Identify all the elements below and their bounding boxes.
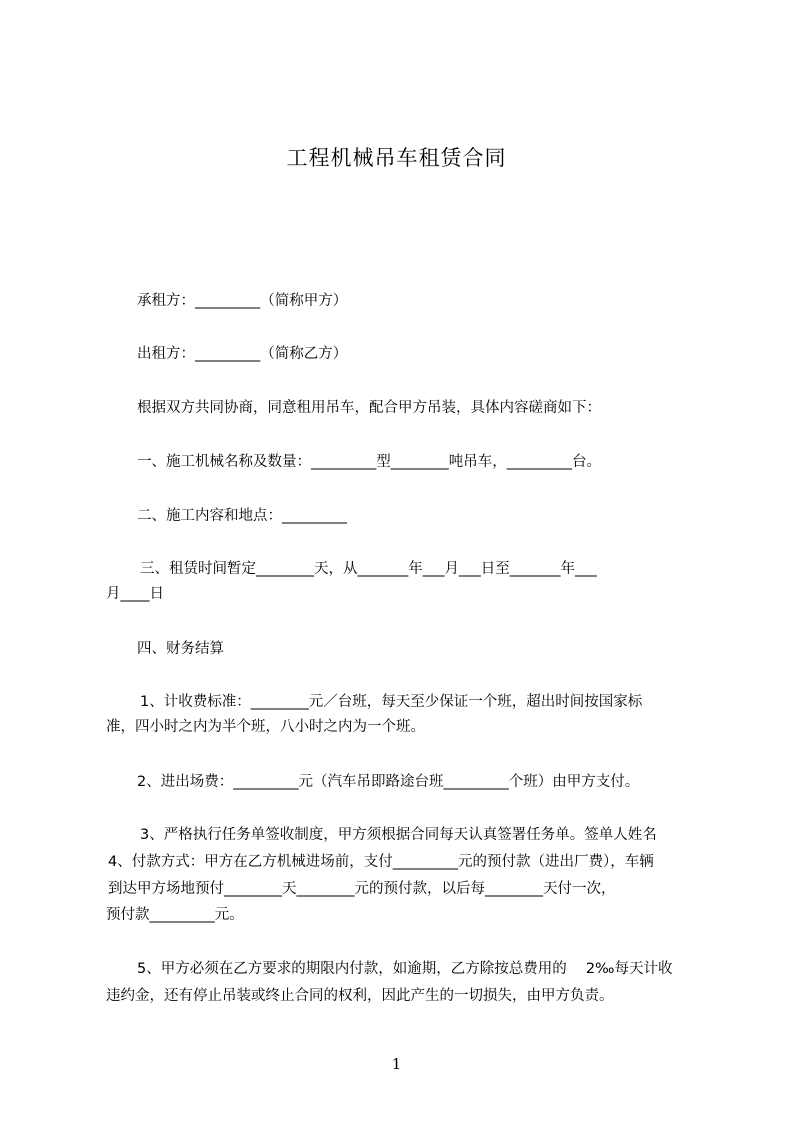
item-4-continuation-2: 预付款_________元。 (106, 907, 244, 923)
preamble-line: 根据双方共同协商，同意租用吊车，配合甲方吊装，具体内容磋商如下： (137, 400, 601, 416)
item-1-continuation: 准，四小时之内为半个班，八小时之内为一个班。 (106, 719, 425, 735)
clause-3-line: 三、租赁时间暂定________天，从_______年___月___日至_______年___ (140, 561, 597, 577)
clause-2-line: 二、施工内容和地点：_________ (137, 508, 348, 524)
item-3-line: 3、严格执行任务单签收制度，甲方须根据合同每天认真签署任务单。签单人姓名 (140, 827, 657, 843)
item-5-line: 5、甲方必须在乙方要求的期限内付款，如逾期，乙方除按总费用的 2‰每天计收 (137, 961, 673, 977)
page-number: 1 (391, 1055, 402, 1073)
item-4-line: 4、付款方式：甲方在乙方机械进场前，支付_________元的预付款（进出厂费），车辆 (108, 854, 654, 870)
clause-4-heading: 四、财务结算 (137, 641, 224, 657)
item-4-continuation-1: 到达甲方场地预付________天________元的预付款，以后每________天付一次， (108, 881, 616, 897)
document-title: 工程机械吊车租赁合同 (286, 146, 507, 170)
lessor-line: 出租方：_________（简称乙方） (137, 346, 348, 362)
clause-3-continuation: 月____日 (106, 586, 164, 602)
item-2-line: 2、进出场费：_________元（汽车吊即路途台班_________个班）由甲方支付。 (137, 774, 640, 790)
lessee-line: 承租方：_________（简称甲方） (137, 293, 348, 309)
item-5-continuation: 违约金，还有停止吊装或终止合同的权利，因此产生的一切损失，由甲方负责。 (106, 988, 614, 1004)
item-1-line: 1、计收费标准：________元／台班，每天至少保证一个班，超出时间按国家标 (140, 694, 643, 710)
clause-1-line: 一、施工机械名称及数量：_________型________吨吊车，_________台。 (137, 454, 601, 470)
